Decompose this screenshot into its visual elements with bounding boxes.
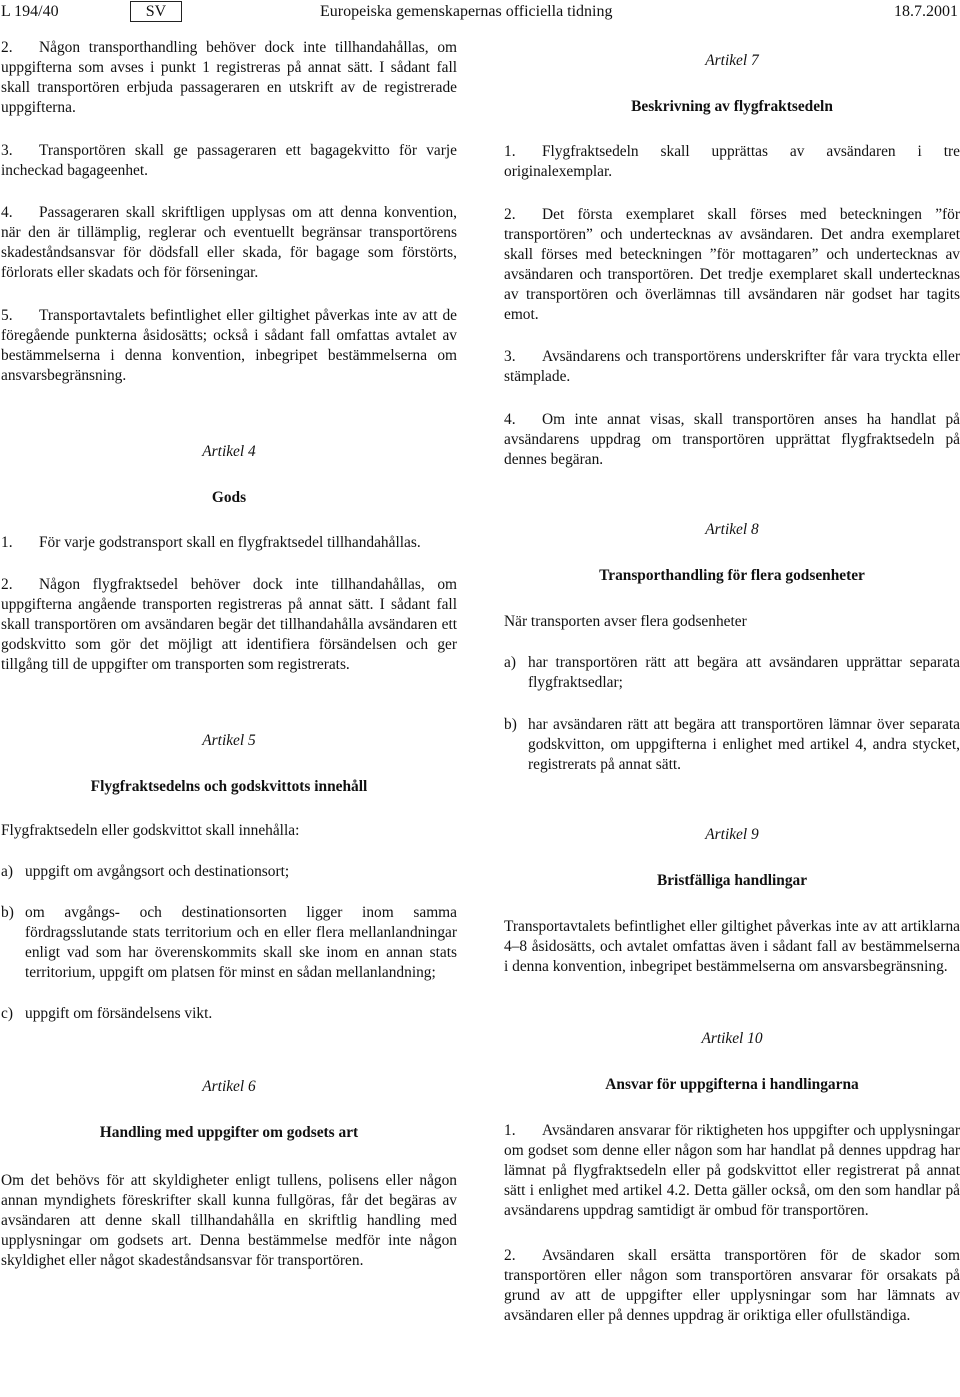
article-7-paragraph-1 bbox=[504, 142, 960, 182]
article-4-paragraph-2 bbox=[1, 575, 457, 675]
article-8-intro: När transporten avser flera godsenheter bbox=[504, 613, 747, 630]
article-9-paragraph: Transportavtalets befintlighet eller giltighet påverkas inte av att artiklarna 4–8 åsidosätts, och avtalet omfattas även i sådant fall av bestämmelserna i denna konvention, inbegripet bestämmelserna om ansvarsbegränsning. bbox=[504, 918, 960, 975]
paragraph-4 bbox=[1, 203, 457, 283]
item-text: uppgift om försändelsens vikt. bbox=[25, 1005, 213, 1022]
article-5-item-c bbox=[1, 1004, 457, 1024]
paragraph-number: 2. bbox=[1, 39, 13, 56]
article-4-title: Gods bbox=[211, 489, 247, 506]
article-4-paragraph-1 bbox=[1, 533, 457, 553]
paragraph-number: 2. bbox=[1, 576, 13, 593]
paragraph-text: Avsändarens och transportörens underskrifter får vara tryckta eller stämplade. bbox=[504, 348, 960, 385]
item-text: har transportören rätt att begära att avsändaren upprättar separata flygfraktsedlar; bbox=[528, 654, 960, 691]
language-code-box: SV bbox=[130, 1, 182, 22]
article-8-item-a bbox=[504, 653, 960, 693]
item-text: uppgift om avgångsort och destinationsort; bbox=[25, 863, 290, 880]
item-label: b) bbox=[1, 904, 14, 921]
paragraph-number: 1. bbox=[504, 1122, 516, 1139]
article-7-label: Artikel 7 bbox=[705, 52, 759, 69]
article-9-label: Artikel 9 bbox=[705, 826, 759, 843]
item-label: a) bbox=[504, 654, 516, 671]
article-5-label: Artikel 5 bbox=[202, 732, 256, 749]
paragraph-text: Om inte annat visas, skall transportören anses ha handlat på avsändarens uppdrag om transportören upprättat flygfraktsedeln på dennes begäran. bbox=[504, 411, 960, 468]
paragraph-2 bbox=[1, 38, 457, 118]
left-column bbox=[1, 34, 457, 1271]
paragraph-number: 5. bbox=[1, 307, 13, 324]
article-8-item-b bbox=[504, 715, 960, 775]
paragraph-text: Någon flygfraktsedel behöver dock inte tillhandahållas, om uppgifterna angående transporten registreras på annat sätt. I sådant fall skall transportören om avsändaren begär det tillhandahålla avsändaren ett godskvitto som gör det möjligt att identifiera försändelsen och ger tillgång till de uppgifter om transporten som registrerats. bbox=[1, 576, 457, 673]
paragraph-number: 3. bbox=[504, 348, 516, 365]
article-10-label: Artikel 10 bbox=[701, 1030, 763, 1047]
article-7-paragraph-2 bbox=[504, 205, 960, 325]
article-5-item-a bbox=[1, 862, 457, 882]
paragraph-number: 1. bbox=[504, 143, 516, 160]
paragraph-text: För varje godstransport skall en flygfraktsedel tillhandahållas. bbox=[39, 534, 421, 551]
article-7-title: Beskrivning av flygfraktsedeln bbox=[631, 98, 833, 115]
right-column bbox=[504, 34, 960, 1326]
article-5-item-b bbox=[1, 903, 457, 983]
paragraph-number: 4. bbox=[1, 204, 13, 221]
article-10-paragraph-1 bbox=[504, 1121, 960, 1221]
paragraph-text: Transportören skall ge passageraren ett bagagekvitto för varje incheckad bagageenhet. bbox=[1, 142, 457, 179]
paragraph-text: Någon transporthandling behöver dock inte tillhandahållas, om uppgifterna som avses i punkt 1 registreras på annat sätt. I sådant fall skall transportören erbjuda passageraren en utskrift av de registrerade uppgifterna. bbox=[1, 39, 457, 116]
article-7-paragraph-4 bbox=[504, 410, 960, 470]
paragraph-number: 4. bbox=[504, 411, 516, 428]
article-6-paragraph: Om det behövs för att skyldigheter enligt tullens, polisens eller någon annan myndighets föreskrifter skall kunna fullgöras, får det begäras av avsändaren att denne skall tillhandahålla en skriftlig handling med upplysningar om godsets art. Denna bestämmelse medför inte någon skyldighet eller något skadeståndsansvar för transportören. bbox=[1, 1172, 457, 1269]
publication-date: 18.7.2001 bbox=[894, 3, 958, 20]
page-reference: L 194/40 bbox=[1, 3, 59, 20]
journal-title: Europeiska gemenskapernas officiella tidning bbox=[320, 3, 613, 20]
paragraph-text: Passageraren skall skriftligen upplysas om att denna konvention, när den är tillämplig, reglerar och eventuellt begränsar transportörens skadeståndsansvar för dödsfall eller skada, för bagage som förstörts, förlorats eller skadats och för förseningar. bbox=[1, 204, 457, 281]
item-text: har avsändaren rätt att begära att transportören lämnar över separata godskvitton, om uppgifterna i enlighet med artikel 4, andra stycket, registrerats på annat sätt. bbox=[528, 716, 960, 773]
paragraph-text: Avsändaren skall ersätta transportören för de skador som transportören eller någon som transportören ansvarar för orsakats på grund av att de uppgifter eller upplysningar som har lämnats av avsändaren eller på dennes uppdrag är oriktiga eller ofullständiga. bbox=[504, 1247, 960, 1324]
article-8-label: Artikel 8 bbox=[705, 521, 759, 538]
paragraph-number: 3. bbox=[1, 142, 13, 159]
paragraph-3 bbox=[1, 141, 457, 181]
article-8-title: Transporthandling för flera godsenheter bbox=[599, 567, 865, 584]
page-header bbox=[0, 0, 960, 24]
item-text: om avgångs- och destinationsorten ligger inom samma fördragsslutande stats territorium och en eller flera mellanlandningar enligt vad som har överenskommits skall ske inom en annan stats territorium, uppgift om platsen för minst en sådan mellanlandning; bbox=[25, 904, 457, 981]
article-6-title: Handling med uppgifter om godsets art bbox=[99, 1124, 359, 1141]
article-5-intro: Flygfraktsedeln eller godskvittot skall innehålla: bbox=[1, 822, 300, 839]
article-9-title: Bristfälliga handlingar bbox=[656, 872, 808, 889]
article-7-paragraph-3 bbox=[504, 347, 960, 387]
paragraph-text: Avsändaren ansvarar för riktigheten hos uppgifter och upplysningar om godset som denne eller någon som har handlat på dennes uppdrag har lämnat på flygfraktsedeln eller på godskvittot eller registrerat på annat sätt i enlighet med artikel 4.2. Detta gäller också, om den som handlar på avsändarens uppdrag samtidigt är ombud för transportören. bbox=[504, 1122, 960, 1219]
paragraph-text: Det första exemplaret skall förses med beteckningen ”för transportören” och undertecknas av avsändaren. Det andra exemplaret skall förses med beteckningen ”för mottagaren” och undertecknas av avsändaren och transportören. Det tredje exemplaret skall undertecknas av transportören och överlämnas till avsändaren när godset har tagits emot. bbox=[504, 206, 960, 323]
item-label: b) bbox=[504, 716, 517, 733]
article-4-label: Artikel 4 bbox=[202, 443, 256, 460]
item-label: a) bbox=[1, 863, 13, 880]
item-label: c) bbox=[1, 1005, 13, 1022]
paragraph-number: 2. bbox=[504, 206, 516, 223]
article-10-paragraph-2 bbox=[504, 1246, 960, 1326]
paragraph-number: 2. bbox=[504, 1247, 516, 1264]
paragraph-text: Transportavtalets befintlighet eller giltighet påverkas inte av att de föregående punkterna åsidosätts; också i sådant fall omfattas avtalet av bestämmelserna i denna konvention, inbegripet bestämmelserna om ansvarsbegränsning. bbox=[1, 307, 457, 384]
paragraph-number: 1. bbox=[1, 534, 13, 551]
paragraph-text: Flygfraktsedeln skall upprättas av avsändaren i tre originalexemplar. bbox=[504, 143, 960, 180]
article-5-title: Flygfraktsedelns och godskvittots innehåll bbox=[90, 778, 368, 795]
article-10-title: Ansvar för uppgifterna i handlingarna bbox=[605, 1076, 859, 1093]
paragraph-5 bbox=[1, 306, 457, 386]
article-6-label: Artikel 6 bbox=[202, 1078, 256, 1095]
